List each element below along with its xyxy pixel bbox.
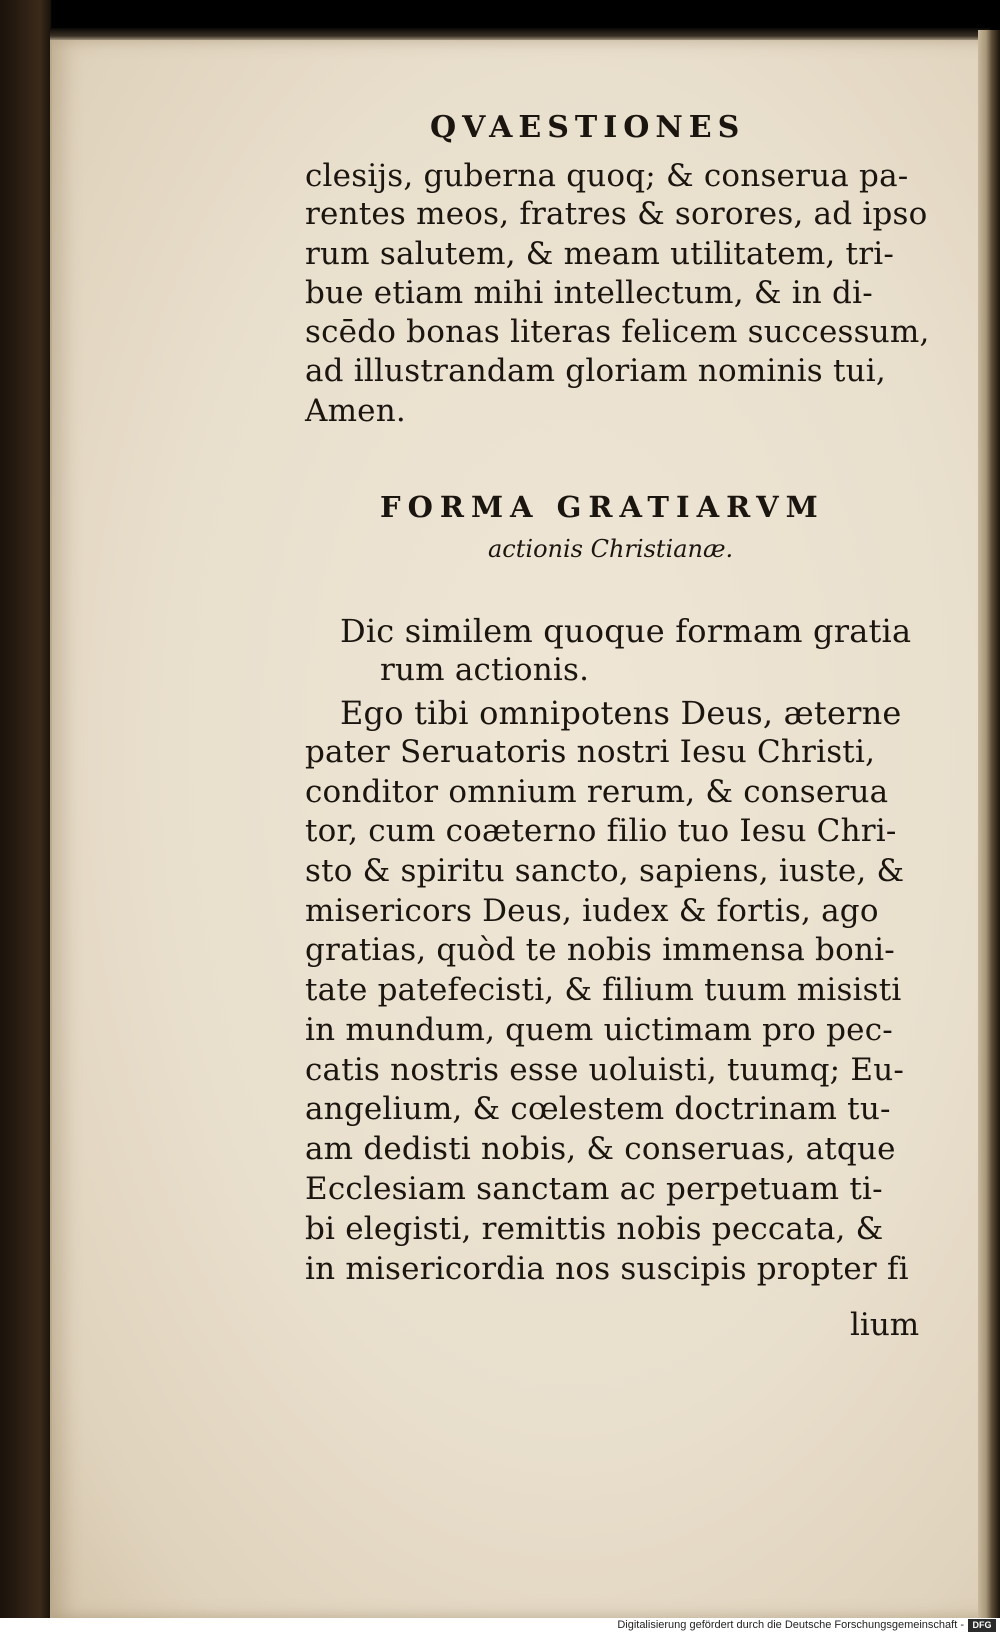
text-line: angelium, & cœlestem doctrinam tu-: [305, 1091, 891, 1127]
text-line: Amen.: [305, 393, 406, 429]
text-line: sto & spiritu sancto, sapiens, iuste, &: [305, 853, 905, 889]
text-line: scēdo bonas literas felicem successum,: [305, 314, 930, 350]
text-line: rum actionis.: [380, 652, 590, 688]
text-line: rum salutem, & meam utilitatem, tri-: [305, 236, 895, 272]
page-right-edge: [978, 30, 1000, 1625]
text-line: in mundum, quem uictimam pro pec-: [305, 1012, 893, 1048]
text-line: rentes meos, fratres & sorores, ad ipso: [305, 196, 928, 232]
text-line: bi elegisti, remittis nobis peccata, &: [305, 1211, 884, 1247]
text-line: pater Seruatoris nostri Iesu Christi,: [305, 734, 876, 770]
text-line: in misericordia nos suscipis propter fi: [305, 1251, 909, 1287]
text-line: misericors Deus, iudex & fortis, ago: [305, 893, 879, 929]
text-line: tor, cum coæterno filio tuo Iesu Chri-: [305, 813, 897, 849]
footer-credit: Digitalisierung gefördert durch die Deutsche Forschungsgemeinschaft -: [617, 1619, 964, 1631]
text-line: am dedisti nobis, & conseruas, atque: [305, 1131, 896, 1167]
text-line: conditor omnium rerum, & conserua: [305, 774, 889, 810]
text-line: gratias, quòd te nobis immensa boni-: [305, 932, 895, 968]
text-line: tate patefecisti, & filium tuum misisti: [305, 972, 902, 1008]
text-line: Dic similem quoque formam gratia: [340, 612, 912, 650]
section-heading: FORMA GRATIARVM: [380, 490, 825, 524]
text-line: catis nostris esse uoluisti, tuumq; Eu-: [305, 1052, 905, 1088]
section-subheading: actionis Christianæ.: [488, 535, 734, 563]
running-head: QVAESTIONES: [430, 110, 746, 145]
text-line: Ecclesiam sanctam ac perpetuam ti-: [305, 1171, 883, 1207]
text-line: ad illustrandam gloriam nominis tui,: [305, 353, 886, 389]
text-line: clesijs, guberna quoq; & conserua pa-: [305, 158, 909, 194]
catchword: lium: [850, 1307, 920, 1343]
text-line: Ego tibi omnipotens Deus, æterne: [340, 694, 902, 732]
text-line: bue etiam mihi intellectum, & in di-: [305, 275, 873, 311]
dfg-logo: DFG: [968, 1619, 996, 1632]
